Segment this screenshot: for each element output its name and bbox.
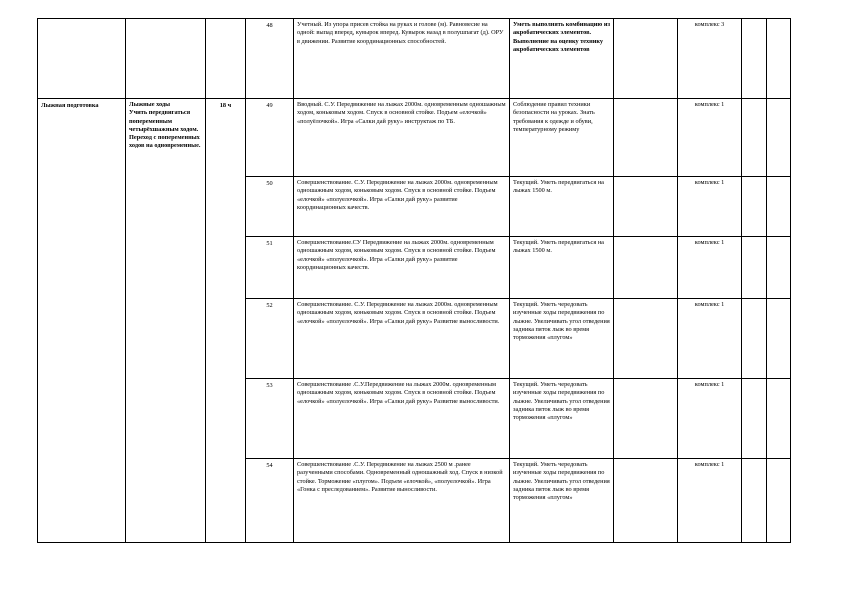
hours-cell-empty <box>206 19 246 99</box>
lesson-requirements: Текущий. Уметь передвигаться на лыжах 1500 м. <box>510 237 614 299</box>
lesson-content: Совершенствование .С.У.Передвижение на лыжах 2000м. одновременным одношажным ходом, коньковым ходом. Спуск в основной стойке. Подъем «елочкой» «полуелочкой». Игра «Салки дай руку» Развитие выносливости. <box>294 379 510 459</box>
lesson-complex: комплекс 1 <box>678 237 742 299</box>
lesson-complex: комплекс 1 <box>678 459 742 543</box>
date-cell-plan <box>742 237 767 299</box>
date-cell-plan <box>742 459 767 543</box>
lesson-complex: комплекс 1 <box>678 299 742 379</box>
lesson-content: Совершенствование. С.У. Передвижение на лыжах 2000м. одновременным одношажным ходом, коньковым ходом. Спуск в основной стойке. Подъем «елочкой» «полуелочкой». Игра «Салки дай руку» развитие координационных качеств. <box>294 177 510 237</box>
date-cell-fact <box>767 237 791 299</box>
lesson-content: Совершенствование .С.У. Передвижение на лыжах 2500 м .ранее разученными способами. Одновременный одношажный ход. Спуск в низкой стойке. Торможение «плугом». Подъем «елочкой», «полуелочкой». Игра «Гонка с преследованием». Развитие выносливости. <box>294 459 510 543</box>
blank-cell <box>614 299 678 379</box>
topic-cell-empty <box>126 19 206 99</box>
topic-title: Лыжные ходы <box>129 101 171 108</box>
topic-description: Учить передвигаться попеременным четырёхшажным ходом. Переход с попеременных ходов на одновременные. <box>129 109 201 150</box>
lesson-plan-table <box>37 18 791 543</box>
lesson-requirements: Уметь выполнять комбинацию из акробатических элементов. Выполнение на оценку технику акробатических элементов <box>510 19 614 99</box>
date-cell-fact <box>767 299 791 379</box>
lesson-number: 50 <box>246 177 294 237</box>
lesson-requirements: Текущий. Уметь чередовать изученные ходы передвижения по лыжне. Увеличивать угол отведения задника пяток лыж во время торможения «плугом» <box>510 379 614 459</box>
lesson-content: Вводный. С.У. Передвижение на лыжах 2000м. одновременным одношажным ходом, коньковым ходом. Спуск в основной стойке. Подъем «елочкой» «полуёлочкой». Игра «Салки дай руку» инструктаж по ТБ. <box>294 99 510 177</box>
blank-cell <box>614 99 678 177</box>
table-row <box>38 19 791 99</box>
blank-cell <box>614 379 678 459</box>
date-cell-plan <box>742 99 767 177</box>
lesson-complex: комплекс 1 <box>678 99 742 177</box>
blank-cell <box>614 237 678 299</box>
lesson-requirements: Текущий. Уметь чередовать изученные ходы передвижения по лыжне. Увеличивать угол отведения задника пяток лыж во время торможения «плугом» <box>510 299 614 379</box>
lesson-requirements: Соблюдение правил техники безопасности на уроках. Знать требования к одежде и обуви, температурному режиму <box>510 99 614 177</box>
table-row <box>38 99 791 177</box>
date-cell-fact <box>767 177 791 237</box>
date-cell-fact <box>767 99 791 177</box>
lesson-number: 49 <box>246 99 294 177</box>
section-hours: 18 ч <box>206 99 246 543</box>
lesson-complex: комплекс 3 <box>678 19 742 99</box>
date-cell-plan <box>742 19 767 99</box>
date-cell-fact <box>767 379 791 459</box>
lesson-complex: комплекс 1 <box>678 177 742 237</box>
lesson-requirements: Текущий. Уметь передвигаться на лыжах 1500 м. <box>510 177 614 237</box>
date-cell-plan <box>742 379 767 459</box>
blank-cell <box>614 459 678 543</box>
lesson-content: Учетный. Из упора присев стойка на руках и голове (м). Равновесие на одной: выпад вперед, кувырок вперед. Кувырок назад в полушпагат (д). ОРУ в движении. Развитие координационных способностей. <box>294 19 510 99</box>
date-cell-fact <box>767 19 791 99</box>
date-cell-fact <box>767 459 791 543</box>
lesson-requirements: Текущий. Уметь чередовать изученные ходы передвижения по лыжне. Увеличивать угол отведения задника пяток лыж во время торможения «плугом» <box>510 459 614 543</box>
lesson-number: 51 <box>246 237 294 299</box>
lesson-content: Совершенствование. С.У. Передвижение на лыжах 2000м. одновременным одношажным ходом, коньковым ходом. Спуск в основной стойке. Подъем «елочкой» «полуелочкой». Игра «Салки дай руку» Развитие выносливости. <box>294 299 510 379</box>
blank-cell <box>614 177 678 237</box>
lesson-number: 54 <box>246 459 294 543</box>
topic-cell <box>126 99 206 543</box>
lesson-content: Совершенствование.СУ Передвижение на лыжах 2000м. одновременным одношажным ходом, коньковым ходом. Спуск в основной стойке. Подъем «елочкой» «полуелочкой». Игра «Салки дай руку» развитие координационных качеств. <box>294 237 510 299</box>
lesson-number: 48 <box>246 19 294 99</box>
blank-cell <box>614 19 678 99</box>
lesson-number: 52 <box>246 299 294 379</box>
lesson-number: 53 <box>246 379 294 459</box>
date-cell-plan <box>742 177 767 237</box>
lesson-complex: комплекс 1 <box>678 379 742 459</box>
section-cell-empty <box>38 19 126 99</box>
section-title: Лыжная подготовка <box>38 99 126 543</box>
date-cell-plan <box>742 299 767 379</box>
